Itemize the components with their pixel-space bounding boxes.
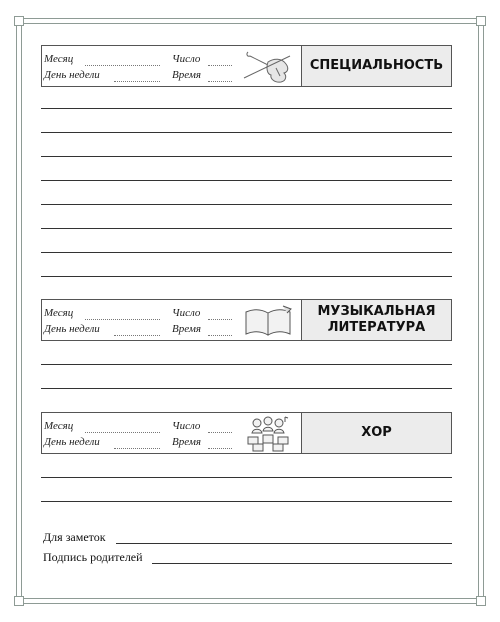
month-label: Месяц <box>44 420 74 432</box>
time-field[interactable] <box>208 448 232 449</box>
notes-line[interactable] <box>116 543 452 544</box>
writing-line[interactable] <box>41 132 452 133</box>
violin-icon <box>240 48 298 86</box>
subject-title: СПЕЦИАЛЬНОСТЬ <box>301 46 451 86</box>
section-header-choir <box>41 412 452 454</box>
section-header-specialty <box>41 45 452 87</box>
parent-signature-line[interactable] <box>152 563 452 564</box>
writing-line[interactable] <box>41 252 452 253</box>
weekday-field[interactable] <box>114 448 160 449</box>
frame-corner <box>476 16 486 26</box>
subject-title: ХОР <box>301 413 451 453</box>
month-field[interactable] <box>85 319 160 320</box>
writing-line[interactable] <box>41 156 452 157</box>
parent-signature-label: Подпись родителей <box>43 550 143 564</box>
writing-line[interactable] <box>41 276 452 277</box>
open-book-icon <box>243 304 293 338</box>
month-label: Месяц <box>44 53 74 65</box>
month-field[interactable] <box>85 432 160 433</box>
time-label: Время <box>172 436 201 448</box>
time-field[interactable] <box>208 81 232 82</box>
date-field[interactable] <box>208 65 232 66</box>
writing-line[interactable] <box>41 108 452 109</box>
frame-corner <box>14 16 24 26</box>
writing-line[interactable] <box>41 204 452 205</box>
section-header-music-literature <box>41 299 452 341</box>
date-label: Число <box>172 307 201 319</box>
weekday-field[interactable] <box>114 335 160 336</box>
notes-label: Для заметок <box>43 530 106 544</box>
weekday-label: День недели <box>44 69 100 81</box>
frame-corner <box>14 596 24 606</box>
date-field[interactable] <box>208 319 232 320</box>
writing-line[interactable] <box>41 477 452 478</box>
choir-singers-icon <box>245 415 291 453</box>
date-label: Число <box>172 420 201 432</box>
weekday-label: День недели <box>44 436 100 448</box>
subject-title: МУЗЫКАЛЬНАЯ ЛИТЕРАТУРА <box>301 300 451 340</box>
writing-line[interactable] <box>41 388 452 389</box>
frame-corner <box>476 596 486 606</box>
writing-line[interactable] <box>41 364 452 365</box>
date-field[interactable] <box>208 432 232 433</box>
date-label: Число <box>172 53 201 65</box>
writing-line[interactable] <box>41 501 452 502</box>
weekday-field[interactable] <box>114 81 160 82</box>
month-label: Месяц <box>44 307 74 319</box>
weekday-label: День недели <box>44 323 100 335</box>
time-label: Время <box>172 69 201 81</box>
writing-line[interactable] <box>41 180 452 181</box>
time-label: Время <box>172 323 201 335</box>
writing-line[interactable] <box>41 228 452 229</box>
month-field[interactable] <box>85 65 160 66</box>
time-field[interactable] <box>208 335 232 336</box>
